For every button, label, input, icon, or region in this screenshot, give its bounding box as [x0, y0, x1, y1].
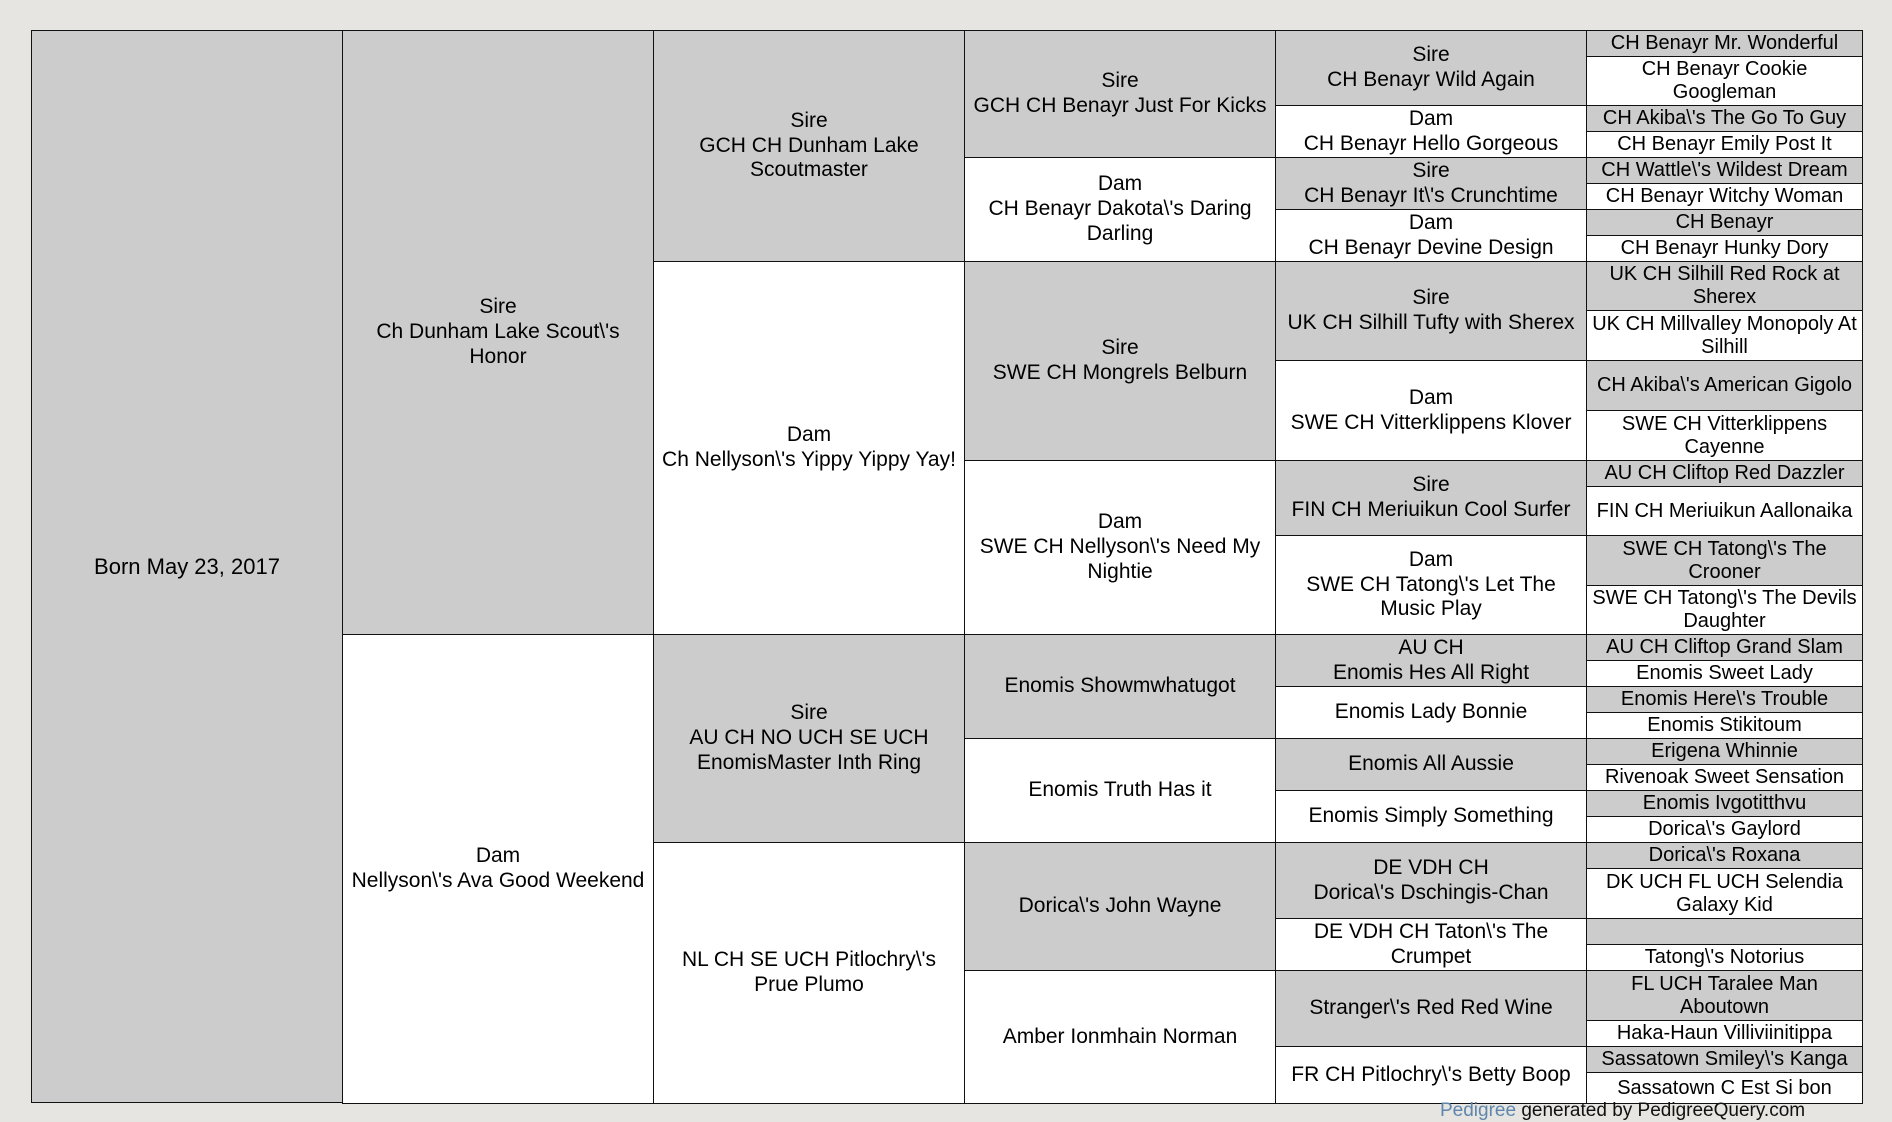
pedigree-link[interactable]: Pedigree: [1440, 1100, 1517, 1121]
ancestor-role: Sire: [790, 701, 828, 725]
ancestor-name: SWE CH Nellyson\'s Need My Nightie: [979, 535, 1261, 583]
ancestor-gen3-cell: [964, 842, 1276, 971]
ancestor-name: DE VDH CH Taton\'s The Crumpet: [1313, 919, 1549, 968]
ancestor-gen5-cell: [1586, 209, 1863, 236]
ancestor-name: AU CH NO UCH SE UCH EnomisMaster Inth Ring: [689, 726, 929, 774]
ancestor-name: CH Akiba\'s American Gigolo: [1596, 374, 1853, 396]
ancestor-name: UK CH Silhill Tufty with Sherex: [1287, 311, 1575, 334]
ancestor-gen3-cell: [964, 738, 1276, 843]
ancestor-name: FR CH Pitlochry\'s Betty Boop: [1291, 1062, 1571, 1086]
ancestor-gen4-cell: [1275, 157, 1587, 210]
ancestor-name: Enomis Showmwhatugot: [1004, 674, 1236, 698]
ancestor-gen1-cell: [342, 634, 654, 1104]
ancestor-gen5-cell: [1586, 460, 1863, 487]
ancestor-name: CH Benayr Witchy Woman: [1605, 185, 1844, 207]
ancestor-name: AU CH Cliftop Red Dazzler: [1604, 462, 1845, 484]
ancestor-gen5-cell: [1586, 486, 1863, 536]
ancestor-gen5-cell: [1586, 585, 1863, 635]
ancestor-name: Erigena Whinnie: [1651, 740, 1798, 762]
ancestor-role: Sire: [479, 295, 517, 319]
ancestor-name: Enomis Simply Something: [1308, 804, 1554, 828]
ancestor-name: CH Akiba\'s The Go To Guy: [1602, 107, 1847, 129]
ancestor-gen5-cell: [1586, 738, 1863, 765]
ancestor-name: Enomis Lady Bonnie: [1334, 700, 1528, 724]
ancestor-name: SWE CH Tatong\'s The Crooner: [1622, 537, 1827, 583]
ancestor-name: Dorica\'s Dschingis-Chan: [1313, 880, 1549, 904]
ancestor-gen5-cell: [1586, 634, 1863, 661]
ancestor-name: Ch Nellyson\'s Yippy Yippy Yay!: [662, 448, 956, 471]
ancestor-gen5-cell: [1586, 30, 1863, 57]
ancestor-name: Stranger\'s Red Red Wine: [1309, 996, 1553, 1020]
ancestor-gen5-cell: [1586, 183, 1863, 210]
ancestor-name: Ch Dunham Lake Scout\'s Honor: [376, 320, 620, 368]
ancestor-name: CH Benayr Emily Post It: [1617, 133, 1832, 155]
ancestor-name: Dorica\'s Gaylord: [1648, 818, 1801, 840]
ancestor-role: Sire: [1412, 286, 1450, 310]
ancestor-name: SWE CH Vitterklippens Klover: [1290, 410, 1572, 434]
ancestor-gen4-cell: [1275, 460, 1587, 536]
ancestor-name: AU CH Cliftop Grand Slam: [1606, 636, 1843, 658]
ancestor-name: FL UCH Taralee Man Aboutown: [1631, 972, 1818, 1018]
ancestor-name: SWE CH Tatong\'s The Devils Daughter: [1592, 587, 1857, 632]
ancestor-name: CH Benayr Hello Gorgeous: [1303, 131, 1559, 155]
ancestor-role: Dam: [1408, 106, 1454, 130]
ancestor-name: Amber Ionmhain Norman: [1002, 1024, 1238, 1048]
ancestor-gen5-cell: [1586, 535, 1863, 586]
ancestor-name: DK UCH FL UCH Selendia Galaxy Kid: [1605, 870, 1844, 916]
ancestor-name: UK CH Silhill Red Rock at Sherex: [1609, 263, 1840, 308]
ancestor-name: CH Wattle\'s Wildest Dream: [1601, 159, 1848, 181]
ancestor-gen5-cell: [1586, 1020, 1863, 1047]
ancestor-name: Dorica\'s John Wayne: [1018, 894, 1222, 918]
ancestor-name: Rivenoak Sweet Sensation: [1604, 766, 1845, 788]
ancestor-gen5-cell: [1586, 712, 1863, 739]
ancestor-gen5-cell: [1586, 410, 1863, 461]
ancestor-role: Dam: [475, 844, 521, 868]
ancestor-gen5-cell: [1586, 790, 1863, 817]
ancestor-role: DE VDH CH: [1373, 855, 1489, 879]
ancestor-gen5-cell: [1586, 842, 1863, 869]
ancestor-gen5-cell: [1586, 686, 1863, 713]
ancestor-name: Enomis Stikitoum: [1647, 714, 1802, 736]
ancestor-name: Enomis Here\'s Trouble: [1620, 688, 1829, 710]
ancestor-name: Enomis All Aussie: [1348, 752, 1514, 776]
ancestor-name: FIN CH Meriuikun Cool Surfer: [1291, 498, 1571, 521]
ancestor-gen2-cell: [653, 634, 965, 843]
ancestor-gen5-cell: [1586, 816, 1863, 843]
ancestor-role: Sire: [1412, 473, 1450, 497]
ancestor-role: Dam: [1408, 210, 1454, 234]
ancestor-role: Dam: [1097, 510, 1143, 534]
ancestor-name: CH Benayr Hunky Dory: [1620, 237, 1829, 259]
ancestor-gen5-cell: [1586, 261, 1863, 311]
ancestor-name: CH Benayr It\'s Crunchtime: [1304, 183, 1558, 207]
ancestor-name: Dorica\'s Roxana: [1648, 844, 1801, 866]
ancestor-name: NL CH SE UCH Pitlochry\'s Prue Plumo: [681, 948, 937, 996]
ancestor-gen5-cell: [1586, 360, 1863, 411]
ancestor-name: CH Benayr Mr. Wonderful: [1610, 32, 1839, 54]
ancestor-name: FIN CH Meriuikun Aallonaika: [1596, 499, 1853, 522]
ancestor-gen4-cell: [1275, 1046, 1587, 1104]
ancestor-role: Sire: [790, 108, 828, 132]
ancestor-gen5-cell: [1586, 764, 1863, 791]
ancestor-role: Sire: [1412, 43, 1450, 67]
ancestor-gen4-cell: [1275, 970, 1587, 1047]
ancestor-gen4-cell: [1275, 105, 1587, 158]
ancestor-gen3-cell: [964, 30, 1276, 158]
ancestor-role: Dam: [1097, 172, 1143, 196]
ancestor-name: Haka-Haun Villiviinitippa: [1616, 1022, 1833, 1044]
ancestor-gen2-cell: [653, 30, 965, 262]
footer-credit-text: generated by PedigreeQuery.com: [1516, 1100, 1806, 1121]
ancestor-role: Sire: [1101, 336, 1139, 360]
ancestor-name: Enomis Hes All Right: [1332, 660, 1530, 684]
pedigree-table: [31, 30, 1863, 1103]
ancestor-name: Nellyson\'s Ava Good Weekend: [351, 869, 645, 892]
ancestor-name: Sassatown C Est Si bon: [1617, 1076, 1832, 1099]
ancestor-gen4-cell: [1275, 918, 1587, 971]
ancestor-gen4-cell: [1275, 842, 1587, 919]
ancestor-gen2-cell: [653, 842, 965, 1104]
footer-credit: [1440, 1100, 1805, 1122]
ancestor-role: Sire: [1412, 158, 1450, 182]
ancestor-gen4-cell: [1275, 634, 1587, 687]
ancestor-gen4-cell: [1275, 790, 1587, 843]
ancestor-name: CH Benayr: [1675, 211, 1774, 233]
ancestor-role: AU CH: [1398, 635, 1464, 659]
ancestor-gen1-cell: [342, 30, 654, 635]
ancestor-name: GCH CH Dunham Lake Scoutmaster: [699, 133, 919, 182]
ancestor-gen5-cell: [1586, 660, 1863, 687]
ancestor-gen3-cell: [964, 634, 1276, 739]
ancestor-gen5-cell: [1586, 868, 1863, 919]
ancestor-gen5-cell: [1586, 131, 1863, 158]
ancestor-name: Enomis Truth Has it: [1028, 778, 1212, 802]
ancestor-name: Enomis Sweet Lady: [1636, 662, 1813, 684]
ancestor-gen5-cell: [1586, 1046, 1863, 1073]
ancestor-gen5-cell: [1586, 310, 1863, 361]
ancestor-name: UK CH Millvalley Monopoly At Silhill: [1592, 312, 1857, 358]
ancestor-gen5-cell: [1586, 944, 1863, 971]
ancestor-name: CH Benayr Cookie Googleman: [1641, 58, 1808, 103]
ancestor-gen4-cell: [1275, 738, 1587, 791]
ancestor-name: SWE CH Tatong\'s Let The Music Play: [1306, 572, 1556, 621]
ancestor-name: CH Benayr Wild Again: [1327, 68, 1535, 91]
ancestor-gen5-cell: [1586, 970, 1863, 1021]
ancestor-gen5-cell: [1586, 235, 1863, 262]
ancestor-role: Dam: [786, 423, 832, 447]
ancestor-role: Dam: [1408, 385, 1454, 409]
ancestor-gen4-cell: [1275, 686, 1587, 739]
ancestor-gen5-cell: [1586, 157, 1863, 184]
ancestor-name: CH Benayr Dakota\'s Daring Darling: [988, 197, 1252, 245]
ancestor-gen3-cell: [964, 970, 1276, 1104]
ancestor-gen3-cell: [964, 460, 1276, 635]
ancestor-name: GCH CH Benayr Just For Kicks: [973, 94, 1267, 117]
ancestor-role: Dam: [1408, 547, 1454, 571]
ancestor-gen5-cell: [1586, 105, 1863, 132]
ancestor-gen5-cell: [1586, 56, 1863, 106]
born-date: Born May 23, 2017: [94, 553, 280, 579]
ancestor-gen5-cell: [1586, 918, 1863, 945]
ancestor-name: Sassatown Smiley\'s Kanga: [1601, 1048, 1848, 1070]
ancestor-gen4-cell: [1275, 360, 1587, 461]
ancestor-gen2-cell: [653, 261, 965, 635]
ancestor-name: Tatong\'s Notorius: [1644, 946, 1805, 968]
ancestor-gen3-cell: [964, 261, 1276, 461]
ancestor-name: SWE CH Mongrels Belburn: [992, 361, 1248, 384]
ancestor-name: CH Benayr Devine Design: [1308, 235, 1554, 259]
ancestor-gen4-cell: [1275, 209, 1587, 262]
ancestor-gen4-cell: [1275, 535, 1587, 635]
ancestor-role: Sire: [1101, 69, 1139, 93]
ancestor-name: SWE CH Vitterklippens Cayenne: [1621, 412, 1828, 458]
ancestor-gen3-cell: [964, 157, 1276, 262]
ancestor-gen4-cell: [1275, 30, 1587, 106]
subject-born-cell: [31, 30, 343, 1103]
ancestor-name: Enomis Ivgotitthvu: [1642, 792, 1807, 814]
ancestor-gen4-cell: [1275, 261, 1587, 361]
